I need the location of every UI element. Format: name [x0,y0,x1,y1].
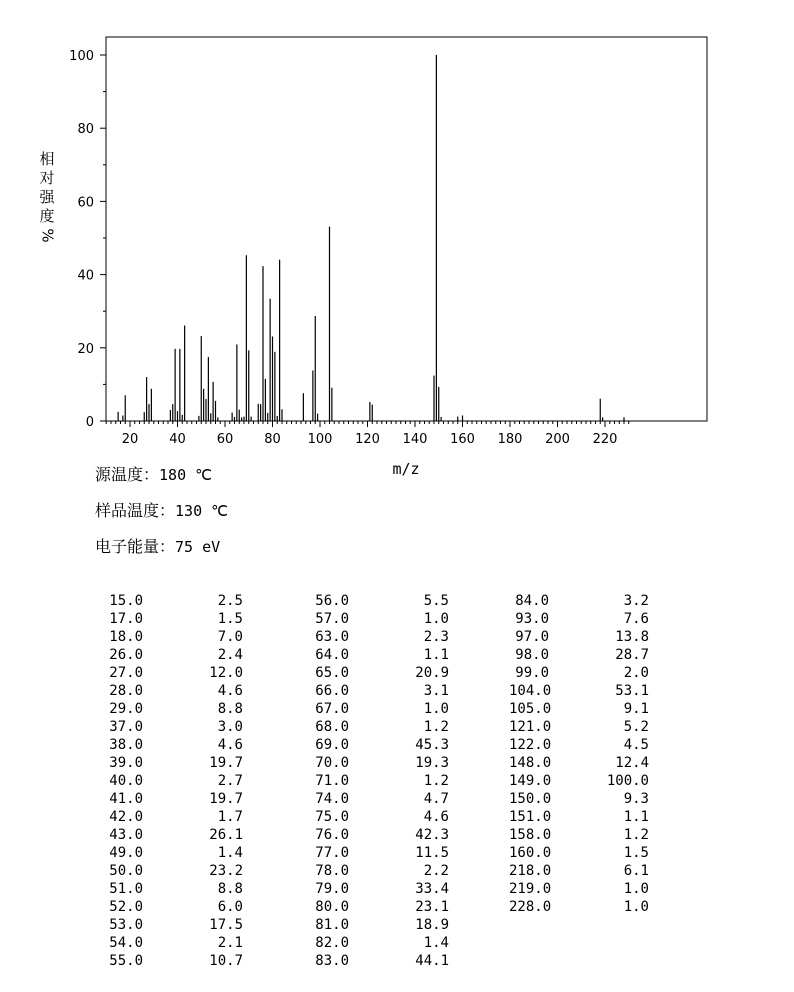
peak-mz: 42.0 [109,809,143,825]
peak-mz: 150.0 [509,791,552,807]
peak-intensity: 1.0 [423,701,449,717]
peak-intensity: 2.0 [623,665,649,681]
peak-row [509,772,649,790]
peak-mz: 81.0 [315,917,349,933]
y-axis-ticks [69,49,106,430]
peak-mz: 63.0 [315,629,349,645]
x-tick-label: 200 [545,432,570,447]
peak-intensity: 2.1 [217,935,243,951]
peak-mz: 67.0 [315,701,349,717]
peak-row [309,646,449,664]
peak-mz: 151.0 [509,809,552,825]
peak-intensity: 9.3 [623,791,649,807]
peak-row [103,934,243,952]
peak-intensity: 6.1 [623,863,649,879]
electron-energy-value: 75 eV [175,538,221,556]
peak-row [509,682,649,700]
peak-mz: 15.0 [109,593,143,609]
peak-table-column-3 [509,592,649,916]
peak-row [509,808,649,826]
peak-mz: 160.0 [509,845,552,861]
peak-intensity: 1.4 [423,935,449,951]
peak-intensity: 12.0 [209,665,243,681]
peak-row [509,790,649,808]
sample-temperature-label: 样品温度： [95,501,176,520]
peak-mz: 105.0 [509,701,552,717]
peak-intensity: 8.8 [217,701,243,717]
y-axis-label-text [38,150,56,244]
peak-mz: 84.0 [515,593,549,609]
peak-table-column-2 [309,592,449,970]
y-axis-label-char: 相 [39,150,55,168]
peak-intensity: 2.2 [423,863,449,879]
source-temperature-label: 源温度： [95,465,160,484]
peak-mz: 52.0 [109,899,143,915]
peak-row [103,952,243,970]
peak-intensity: 2.4 [217,647,243,663]
peak-row [309,916,449,934]
y-axis-label-char: 强 [39,188,55,206]
peak-mz: 69.0 [315,737,349,753]
y-tick-label: 80 [77,122,94,138]
peak-mz: 43.0 [109,827,143,843]
sample-temperature-value: 130 ℃ [175,502,228,520]
peak-intensity: 18.9 [415,917,449,933]
peak-row [103,826,243,844]
peak-row [103,916,243,934]
peak-intensity: 8.8 [217,881,243,897]
peak-intensity: 3.2 [623,593,649,609]
peak-mz: 65.0 [315,665,349,681]
peak-mz: 51.0 [109,881,143,897]
peak-row [309,880,449,898]
peak-mz: 55.0 [109,953,143,969]
source-temperature [95,462,212,485]
peak-mz: 49.0 [109,845,143,861]
peak-mz: 83.0 [315,953,349,969]
peak-mz: 37.0 [109,719,143,735]
peak-row [103,790,243,808]
peak-intensity: 42.3 [415,827,449,843]
x-tick-label: 140 [402,432,428,447]
peak-intensity: 1.1 [623,809,649,825]
peak-row [509,862,649,880]
peak-row [309,628,449,646]
peak-intensity: 4.7 [423,791,449,807]
peak-intensity: 19.7 [209,755,243,771]
peak-mz: 149.0 [509,773,552,789]
peak-row [103,700,243,718]
peak-row [509,898,649,916]
peak-mz: 38.0 [109,737,143,753]
peak-row [103,664,243,682]
peak-row [309,862,449,880]
peak-row [103,880,243,898]
peak-row [509,592,649,610]
peak-row [103,808,243,826]
peak-mz: 41.0 [109,791,143,807]
peak-row [309,844,449,862]
peak-row [103,754,243,772]
peak-row [309,826,449,844]
peak-intensity: 11.5 [415,845,449,861]
peak-intensity: 1.1 [423,647,449,663]
electron-energy [95,534,220,557]
x-tick-label: 80 [264,432,281,447]
peak-intensity: 23.1 [415,899,449,915]
x-tick-label: 60 [216,432,234,447]
peak-intensity: 1.0 [623,881,649,897]
x-tick-label: 20 [121,432,139,447]
peak-intensity: 6.0 [217,899,243,915]
peak-row [509,718,649,736]
peak-row [103,772,243,790]
y-tick-label: 60 [77,195,94,211]
peak-table-column-1 [103,592,243,970]
y-axis-label-char: % [38,228,57,243]
peak-intensity: 100.0 [606,773,649,789]
x-tick-label: 100 [307,432,333,447]
peak-mz: 99.0 [515,665,549,681]
x-tick-label: 120 [355,432,380,447]
peak-intensity: 13.8 [615,629,649,645]
peak-row [309,700,449,718]
peak-row [309,754,449,772]
spectrum-bars [118,55,624,421]
peak-intensity: 3.1 [423,683,449,699]
peak-intensity: 7.6 [623,611,649,627]
peak-mz: 70.0 [315,755,349,771]
peak-row [103,646,243,664]
peak-mz: 122.0 [509,737,552,753]
peak-intensity: 4.5 [623,737,649,753]
peak-row [309,682,449,700]
peak-mz: 75.0 [315,809,349,825]
x-tick-label: 160 [450,432,475,447]
peak-mz: 18.0 [109,629,143,645]
peak-intensity: 7.0 [217,629,243,645]
peak-intensity: 44.1 [415,953,449,969]
peak-intensity: 1.2 [423,719,449,735]
peak-intensity: 3.0 [217,719,243,735]
plot-frame [106,37,707,421]
peak-mz: 76.0 [315,827,349,843]
peak-intensity: 17.5 [209,917,243,933]
peak-row [509,736,649,754]
peak-intensity: 1.7 [217,809,243,825]
peak-mz: 53.0 [109,917,143,933]
peak-intensity: 1.2 [423,773,449,789]
peak-mz: 64.0 [315,647,349,663]
peak-mz: 29.0 [109,701,143,717]
peak-row [509,646,649,664]
peak-mz: 97.0 [515,629,549,645]
y-axis-label [38,150,56,245]
peak-row [309,790,449,808]
peak-mz: 80.0 [315,899,349,915]
peak-row [103,628,243,646]
peak-intensity: 12.4 [615,755,649,771]
peak-row [509,610,649,628]
peak-mz: 218.0 [509,863,552,879]
peak-intensity: 19.3 [415,755,449,771]
peak-intensity: 2.7 [217,773,243,789]
peak-intensity: 1.0 [623,899,649,915]
peak-mz: 74.0 [315,791,349,807]
peak-row [103,592,243,610]
peak-row [309,808,449,826]
peak-intensity: 4.6 [423,809,449,825]
peak-intensity: 1.5 [623,845,649,861]
x-tick-label: 40 [169,432,186,447]
peak-row [103,862,243,880]
peak-row [309,772,449,790]
peak-mz: 71.0 [315,773,349,789]
peak-intensity: 9.1 [623,701,649,717]
peak-mz: 79.0 [315,881,349,897]
peak-intensity: 1.2 [623,827,649,843]
electron-energy-label: 电子能量： [95,537,176,556]
peak-mz: 68.0 [315,719,349,735]
peak-mz: 40.0 [109,773,143,789]
y-tick-label: 0 [85,415,94,430]
peak-mz: 78.0 [315,863,349,879]
peak-row [509,826,649,844]
peak-row [509,628,649,646]
x-axis-ticks [106,421,629,447]
peak-row [309,736,449,754]
peak-mz: 66.0 [315,683,349,699]
peak-mz: 219.0 [509,881,552,897]
peak-row [309,664,449,682]
peak-mz: 104.0 [509,683,552,699]
y-tick-label: 40 [77,268,94,284]
peak-mz: 17.0 [109,611,143,627]
y-axis-label-char: 度 [39,207,55,225]
peak-row [509,700,649,718]
x-tick-label: 220 [592,432,618,447]
peak-intensity: 33.4 [415,881,449,897]
y-tick-label: 20 [77,341,94,357]
peak-row [509,880,649,898]
peak-intensity: 5.5 [423,593,449,609]
peak-intensity: 1.0 [423,611,449,627]
peak-intensity: 26.1 [209,827,243,843]
peak-mz: 158.0 [509,827,552,843]
peak-intensity: 1.4 [217,845,243,861]
peak-row [509,664,649,682]
peak-mz: 39.0 [109,755,143,771]
peak-row [103,682,243,700]
peak-intensity: 19.7 [209,791,243,807]
x-axis-label: m/z [392,460,420,478]
peak-intensity: 2.3 [423,629,449,645]
peak-row [509,844,649,862]
peak-intensity: 45.3 [415,737,449,753]
peak-intensity: 2.5 [217,593,243,609]
peak-mz: 77.0 [315,845,349,861]
peak-row [309,718,449,736]
peak-mz: 27.0 [109,665,143,681]
y-axis-label-char: 对 [39,169,55,187]
peak-row [309,934,449,952]
peak-intensity: 5.2 [623,719,649,735]
peak-mz: 26.0 [109,647,143,663]
peak-row [509,754,649,772]
peak-mz: 56.0 [315,593,349,609]
peak-intensity: 28.7 [615,647,649,663]
peak-row [103,718,243,736]
peak-mz: 148.0 [509,755,552,771]
peak-row [103,844,243,862]
peak-mz: 28.0 [109,683,143,699]
peak-mz: 121.0 [509,719,552,735]
peak-intensity: 4.6 [217,683,243,699]
peak-intensity: 10.7 [209,953,243,969]
peak-mz: 50.0 [109,863,143,879]
peak-row [103,610,243,628]
peak-row [103,898,243,916]
peak-intensity: 4.6 [217,737,243,753]
y-tick-label: 100 [69,49,94,64]
peak-row [309,610,449,628]
peak-row [309,592,449,610]
peak-mz: 57.0 [315,611,349,627]
peak-row [309,952,449,970]
peak-row [309,898,449,916]
peak-intensity: 20.9 [415,665,449,681]
peak-row [103,736,243,754]
x-tick-label: 180 [497,432,523,447]
peak-intensity: 53.1 [615,683,649,699]
peak-mz: 54.0 [109,935,143,951]
peak-mz: 98.0 [515,647,549,663]
source-temperature-value: 180 ℃ [159,466,212,484]
peak-intensity: 23.2 [209,863,243,879]
sample-temperature [95,498,228,521]
peak-mz: 93.0 [515,611,549,627]
peak-mz: 228.0 [509,899,552,915]
peak-intensity: 1.5 [217,611,243,627]
peak-mz: 82.0 [315,935,349,951]
